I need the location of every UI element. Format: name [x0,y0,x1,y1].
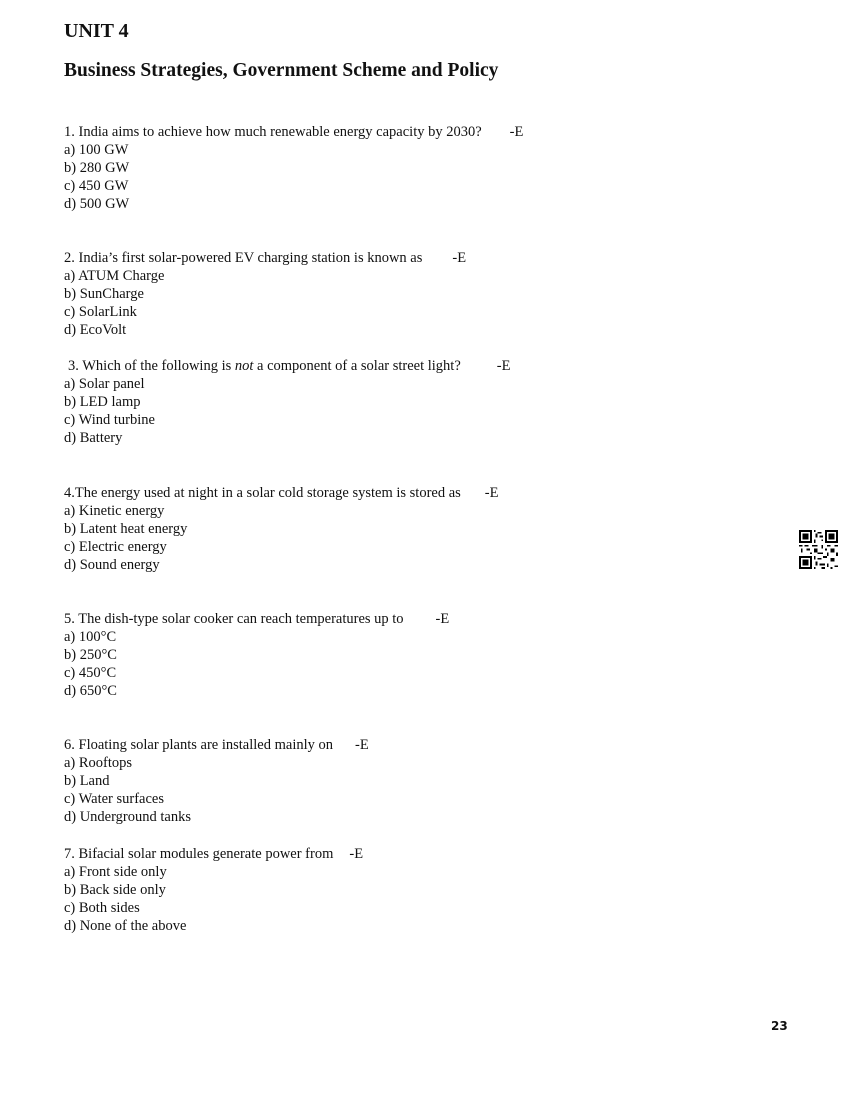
question-4 [64,484,498,574]
question-tag: -E [355,737,369,753]
option-c: c) Electric energy [64,539,167,555]
question-text-end: a component of a solar street light? [253,358,461,374]
option-b: b) 280 GW [64,160,130,176]
option-a: a) Kinetic energy [64,503,165,519]
option-d: d) 500 GW [64,196,130,212]
option-a: a) 100 GW [64,142,129,158]
option-a: a) ATUM Charge [64,268,165,284]
question-text-emphasis: not [234,358,254,374]
option-b: b) Latent heat energy [64,521,188,537]
option-b: b) LED lamp [64,394,141,410]
question-text: 7. Bifacial solar modules generate power from [64,846,334,862]
question-1 [64,123,523,213]
question-text: 4.The energy used at night in a solar cold storage system is stored as [64,485,461,501]
option-c: c) Water surfaces [64,791,165,807]
option-d: d) Sound energy [64,557,160,573]
question-stem [64,845,363,863]
option-a: a) Front side only [64,864,167,880]
question-stem [64,736,369,754]
option-d: d) Battery [64,430,123,446]
option-d: d) 650°C [64,683,117,699]
option-c: c) 450°C [64,665,117,681]
question-5 [64,610,449,700]
option-d: d) EcoVolt [64,322,127,338]
qr-code-icon [799,530,838,569]
option-c: c) 450 GW [64,178,129,194]
question-text: 6. Floating solar plants are installed mainly on [64,737,334,753]
page-number: 23 [771,1019,788,1033]
option-a: a) 100°C [64,629,117,645]
question-6 [64,736,369,826]
option-b: b) Land [64,773,110,789]
option-c: c) SolarLink [64,304,137,320]
option-a: a) Solar panel [64,376,145,392]
question-stem [64,357,510,375]
unit-title: UNIT 4 [64,20,129,42]
option-b: b) 250°C [64,647,117,663]
question-stem [64,484,498,502]
option-b: b) Back side only [64,882,166,898]
option-b: b) SunCharge [64,286,144,302]
option-d: d) Underground tanks [64,809,191,825]
question-7 [64,845,363,935]
question-tag: -E [349,846,364,862]
section-title: Business Strategies, Government Scheme and Policy [64,60,499,81]
option-a: a) Rooftops [64,755,133,771]
question-stem [64,123,523,141]
option-d: d) None of the above [64,918,187,934]
question-tag: -E [435,611,450,627]
question-tag: -E [509,124,524,140]
question-text-start: 3. Which of the following is [68,358,235,374]
question-tag: -E [484,485,499,501]
question-stem [64,249,466,267]
question-text: 5. The dish-type solar cooker can reach temperatures up to [64,611,404,627]
question-text: 1. India aims to achieve how much renewable energy capacity by 2030? [64,124,482,140]
question-tag: -E [496,358,511,374]
option-c: c) Wind turbine [64,412,155,428]
question-tag: -E [452,250,467,266]
question-stem [64,610,449,628]
question-3 [64,357,510,447]
question-text: 2. India’s first solar-powered EV charging station is known as [64,250,423,266]
question-2 [64,249,466,339]
option-c: c) Both sides [64,900,140,916]
